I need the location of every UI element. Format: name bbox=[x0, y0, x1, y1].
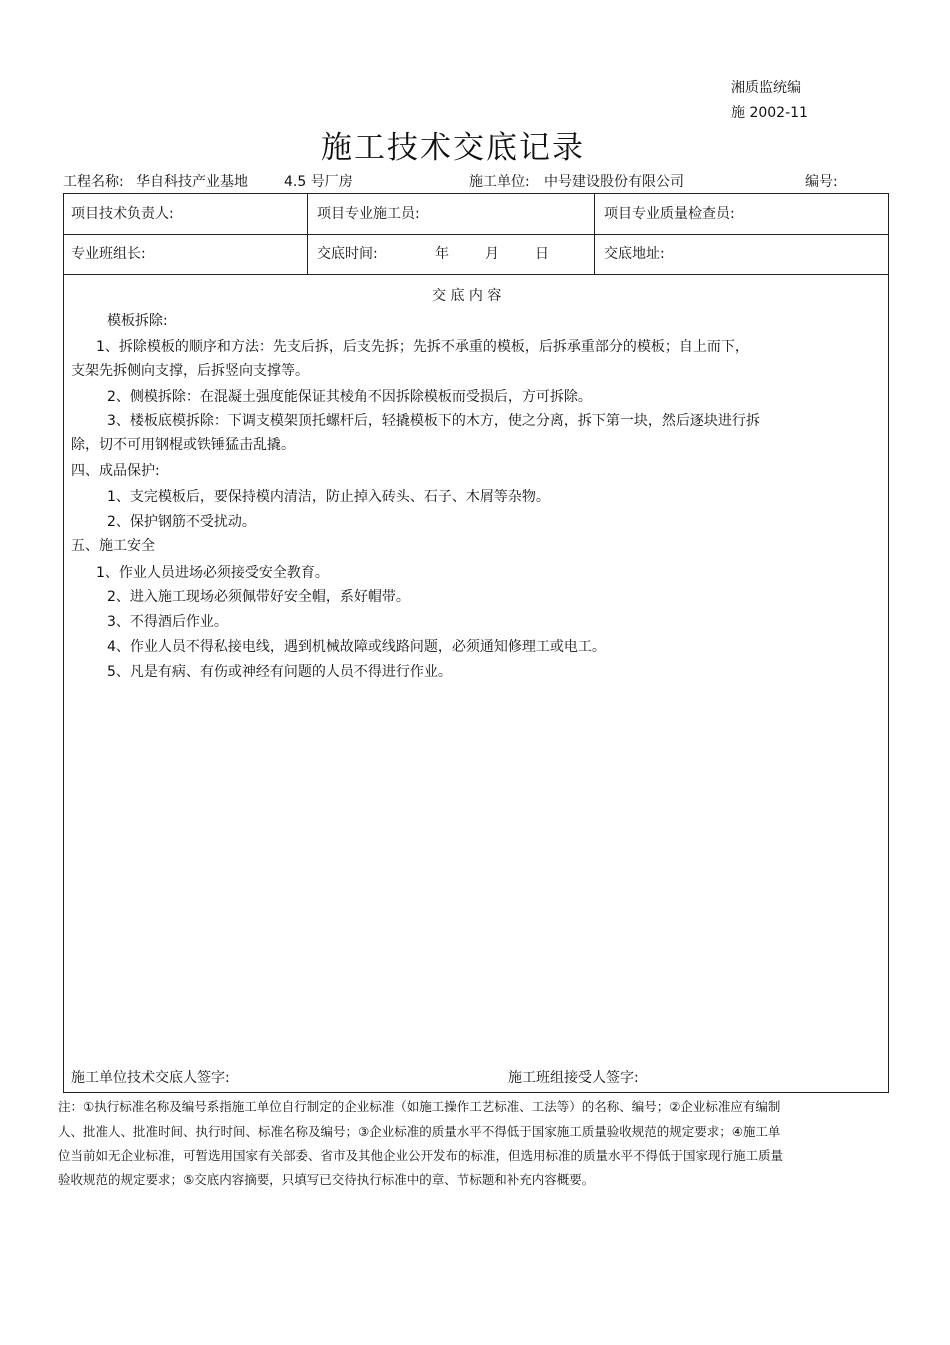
page-title: 施工技术交底记录 bbox=[321, 130, 585, 166]
disclosure-time-label: 交底时间: bbox=[317, 246, 378, 262]
note-line: 验收规范的规定要求；⑤交底内容摘要，只填写已交待执行标准中的章、节标题和补充内容概要。 bbox=[58, 1172, 595, 1187]
quality-inspector-label: 项目专业质量检查员: bbox=[604, 206, 735, 222]
table-divider bbox=[594, 193, 595, 274]
table-divider bbox=[307, 193, 308, 274]
content-line: 模板拆除: bbox=[107, 313, 168, 329]
table-divider bbox=[63, 234, 889, 235]
construction-staff-label: 项目专业施工员: bbox=[317, 206, 420, 222]
contractor-label: 施工单位: bbox=[469, 174, 530, 190]
content-line: 5、凡是有病、有伤或神经有问题的人员不得进行作业。 bbox=[107, 664, 452, 680]
publisher-label: 湘质监统编 bbox=[731, 80, 801, 96]
content-line: 3、楼板底模拆除：下调支模架顶托螺杆后，轻撬模板下的木方，使之分离，拆下第一块，然后逐块进行拆 bbox=[107, 413, 760, 429]
content-line: 3、不得酒后作业。 bbox=[107, 614, 228, 630]
content-line: 1、作业人员进场必须接受安全教育。 bbox=[96, 565, 329, 581]
content-line: 2、侧模拆除：在混凝土强度能保证其棱角不因拆除模板而受损后，方可拆除。 bbox=[107, 389, 592, 405]
content-line: 四、成品保护: bbox=[71, 463, 160, 479]
content-heading: 交 底 内 容 bbox=[432, 288, 502, 304]
note-line: 位当前如无企业标准，可暂选用国家有关部委、省市及其他企业公开发布的标准，但选用标准的质量水平不得低于国家现行施工质量 bbox=[58, 1148, 784, 1163]
project-name-label: 工程名称: bbox=[63, 174, 124, 190]
day-label: 日 bbox=[535, 246, 549, 262]
year-label: 年 bbox=[435, 246, 449, 262]
receiver-signature-label: 施工班组接受人签字: bbox=[508, 1070, 639, 1086]
content-line: 4、作业人员不得私接电线，遇到机械故障或线路问题，必须通知修理工或电工。 bbox=[107, 639, 606, 655]
note-line: 人、批准人、批准时间、执行时间、标准名称及编号；③企业标准的质量水平不得低于国家施工质量验收规范的规定要求；④施工单 bbox=[58, 1124, 781, 1139]
form-code: 施 2002-11 bbox=[731, 105, 808, 121]
table-divider bbox=[63, 274, 889, 275]
content-line: 1、拆除模板的顺序和方法：先支后拆，后支先拆；先拆不承重的模板，后拆承重部分的模板；自上而下， bbox=[96, 339, 749, 355]
building-name: 4.5 号厂房 bbox=[284, 174, 353, 190]
disclosure-location-label: 交底地址: bbox=[604, 246, 665, 262]
content-line: 除，切不可用钢棍或铁锤猛击乱撬。 bbox=[71, 437, 295, 453]
tech-lead-label: 项目技术负责人: bbox=[71, 206, 174, 222]
note-line: 注：①执行标准名称及编号系指施工单位自行制定的企业标准（如施工操作工艺标准、工法等）的名称、编号；②企业标准应有编制 bbox=[58, 1099, 781, 1114]
content-line: 2、进入施工现场必须佩带好安全帽，系好帽带。 bbox=[107, 589, 410, 605]
content-line: 2、保护钢筋不受扰动。 bbox=[107, 514, 256, 530]
project-name: 华自科技产业基地 bbox=[136, 174, 248, 190]
content-line: 支架先拆侧向支撑，后拆竖向支撑等。 bbox=[71, 363, 309, 379]
team-leader-label: 专业班组长: bbox=[71, 246, 146, 262]
contractor-name: 中号建设股份有限公司 bbox=[544, 174, 684, 190]
content-line: 五、施工安全 bbox=[71, 538, 155, 554]
issuer-signature-label: 施工单位技术交底人签字: bbox=[71, 1070, 230, 1086]
content-line: 1、支完模板后，要保持模内清洁，防止掉入砖头、石子、木屑等杂物。 bbox=[107, 489, 550, 505]
month-label: 月 bbox=[485, 246, 499, 262]
number-label: 编号: bbox=[805, 174, 838, 190]
